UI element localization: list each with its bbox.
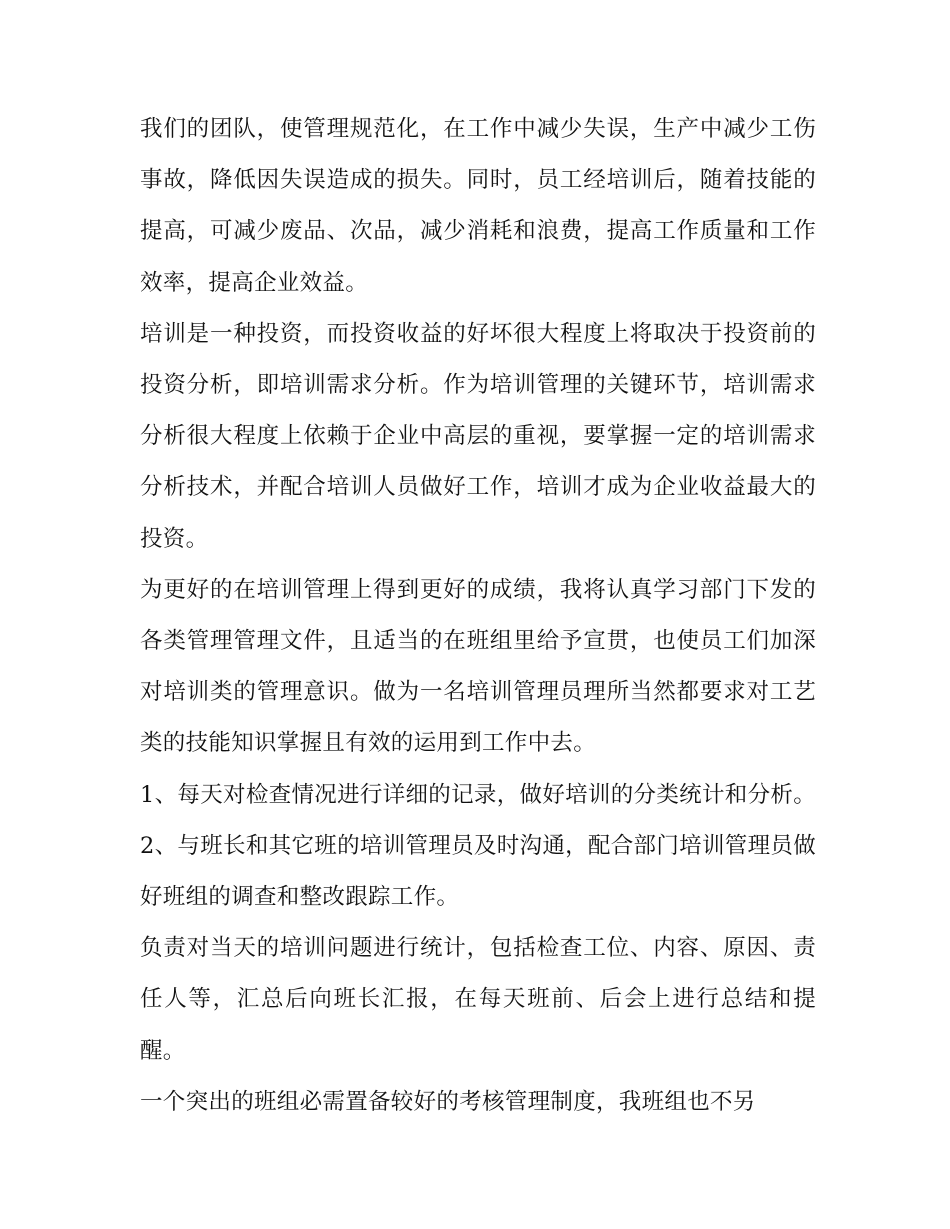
document-page	[140, 104, 816, 1128]
paragraph-6: 一个突出的班组必需置备较好的考核管理制度，我班组也不另	[140, 1088, 756, 1115]
paragraph-5: 负责对当天的培训问题进行统计，包括检查工位、内容、原因、责任人等，汇总后向班长汇报，在每天班前、后会上进行总结和提醒。	[140, 935, 816, 1064]
paragraph-3: 为更好的在培训管理上得到更好的成绩，我将认真学习部门下发的各类管理管理文件，且适当的在班组里给予宣贯，也使员工们加深对培训类的管理意识。做为一名培训管理员理所当然都要求对工艺类的技能知识掌握且有效的运用到工作中去。	[140, 576, 816, 757]
paragraph-2: 培训是一种投资，而投资收益的好坏很大程度上将取决于投资前的投资分析，即培训需求分析。作为培训管理的关键环节，培训需求分析很大程度上依赖于企业中高层的重视，要掌握一定的培训需求分析技术，并配合培训人员做好工作，培训才成为企业收益最大的投资。	[140, 320, 816, 552]
paragraph-1: 我们的团队，使管理规范化，在工作中减少失误，生产中减少工伤事故，降低因失误造成的损失。同时，员工经培训后，随着技能的提高，可减少废品、次品，减少消耗和浪费，提高工作质量和工作效率，提高企业效益。	[140, 116, 816, 296]
paragraph-4: 1、每天对检查情况进行详细的记录，做好培训的分类统计和分析。 2、与班长和其它班的培训管理员及时沟通，配合部门培训管理员做好班组的调查和整改跟踪工作。	[140, 781, 816, 911]
